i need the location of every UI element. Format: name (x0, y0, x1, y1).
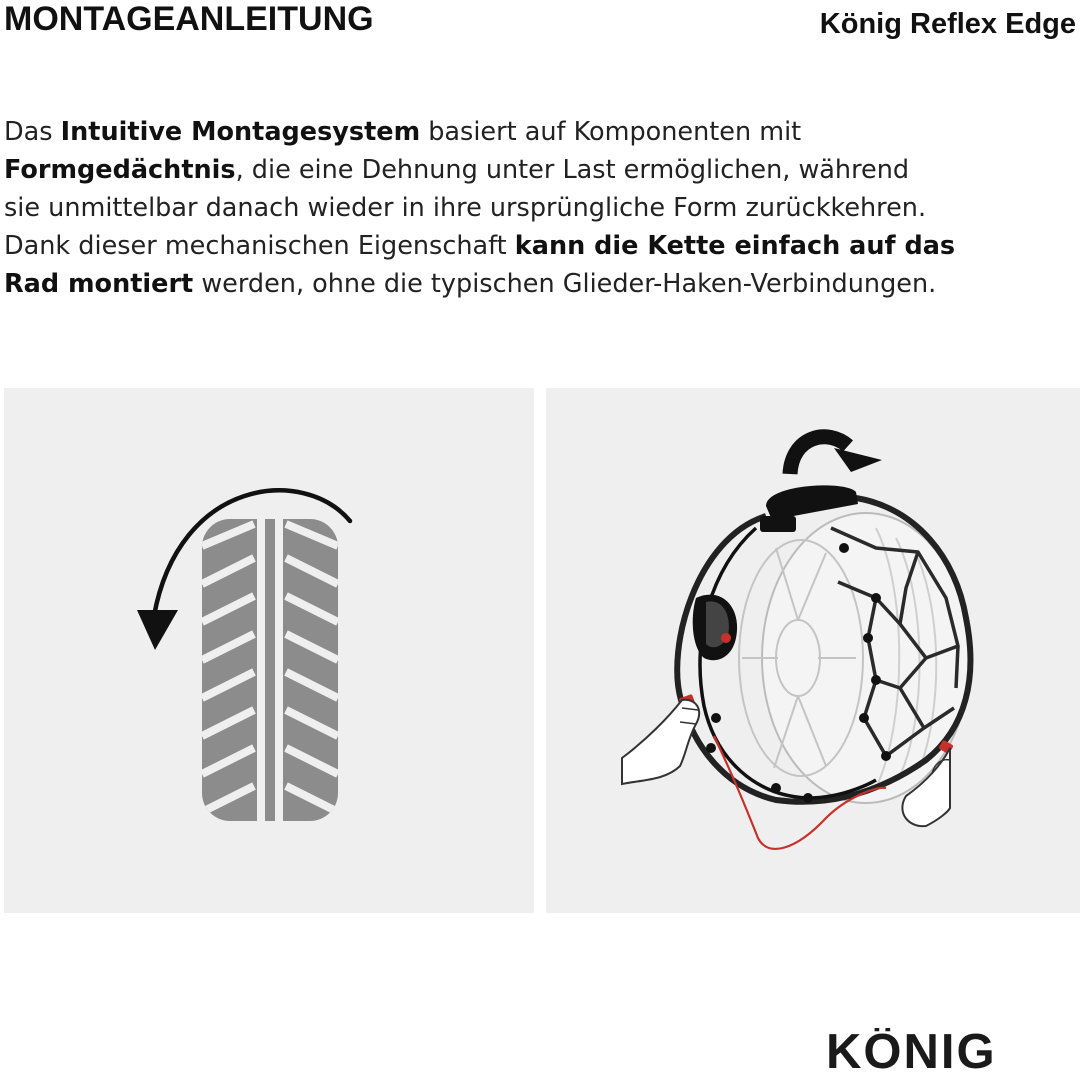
intro-bold-text: Intuitive Montagesystem (60, 117, 421, 147)
product-name: König Reflex Edge (819, 8, 1076, 40)
tire-tread (202, 508, 338, 838)
intro-text: Dank dieser mechanischen Eigenschaft (4, 231, 515, 261)
konig-logo (826, 1028, 1076, 1074)
intro-text: , die eine Dehnung unter Last ermöglichen, während (235, 155, 910, 185)
konig-wordmark-icon (826, 1028, 1076, 1070)
snow-chain-mounting-icon (546, 388, 1080, 913)
logo-text: KÖNIG (826, 1028, 997, 1070)
intro-text: basiert auf Komponenten mit (420, 117, 802, 147)
intro-text: sie unmittelbar danach wieder in ihre ursprüngliche Form zurückkehren. (4, 193, 927, 223)
chain-mounting-illustration-panel (546, 388, 1080, 913)
intro-text: werden, ohne die typischen Glieder-Haken-Verbindungen. (193, 269, 937, 299)
intro-bold-text: Formgedächtnis (4, 155, 236, 185)
intro-text: Das (4, 117, 61, 147)
intro-bold-text: Rad montiert (4, 269, 194, 299)
page-title: MONTAGEANLEITUNG (4, 0, 374, 38)
intro-paragraph (4, 113, 1076, 303)
tire-tread-rotation-icon (4, 388, 534, 913)
intro-bold-text: kann die Kette einfach auf das (514, 231, 956, 261)
tire-tread-illustration-panel (4, 388, 534, 913)
